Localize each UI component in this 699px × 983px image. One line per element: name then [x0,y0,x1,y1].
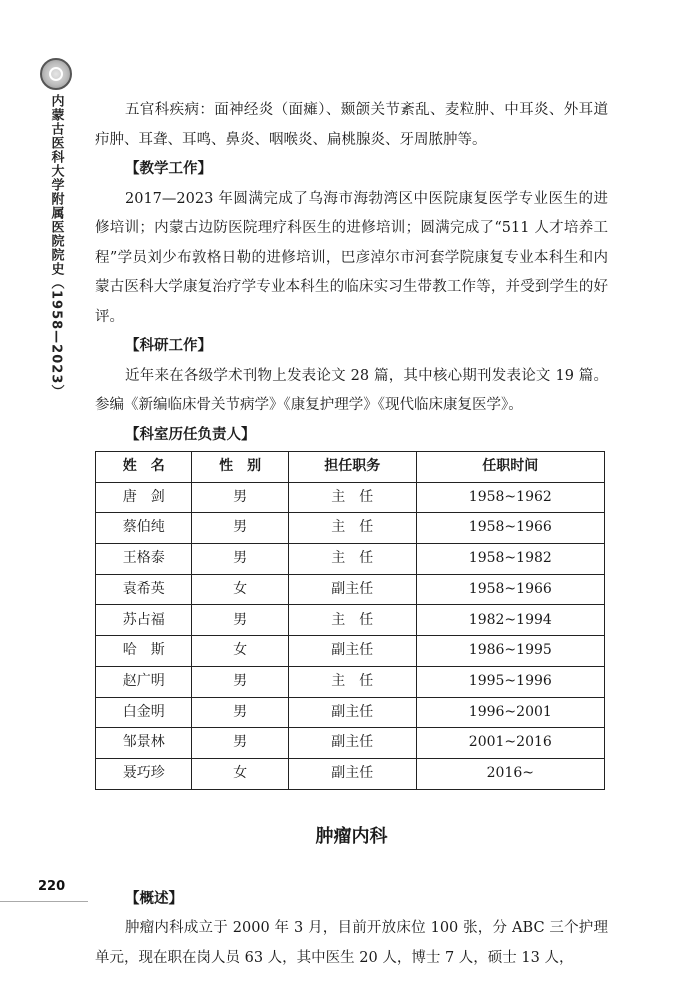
header-term: 任职时间 [416,452,604,483]
table-row [96,574,605,605]
cell-name: 唐 剑 [96,482,192,513]
cell-name: 王格泰 [96,544,192,575]
header-gender: 性 别 [192,452,288,483]
cell-term: 1996~2001 [416,697,604,728]
table-header-row [96,452,605,483]
sidebar [36,58,76,398]
table-row [96,544,605,575]
page-content [95,96,608,973]
book-title-vertical: 内蒙古医科大学附属医院院史（1958—2023） [48,94,64,399]
cell-term: 1958~1982 [416,544,604,575]
cell-name: 袁希英 [96,574,192,605]
cell-gender: 男 [192,666,288,697]
cell-gender: 男 [192,697,288,728]
cell-term: 2001~2016 [416,728,604,759]
table-row [96,513,605,544]
cell-term: 1986~1995 [416,636,604,667]
leaders-table [95,451,605,790]
cell-position: 副主任 [288,697,416,728]
cell-gender: 女 [192,758,288,789]
teaching-heading: 【教学工作】 [125,161,212,177]
table-row [96,758,605,789]
cell-gender: 男 [192,482,288,513]
cell-gender: 女 [192,574,288,605]
research-paragraph: 近年来在各级学术刊物上发表论文 28 篇，其中核心期刊发表论文 19 篇。参编《新编临床骨关节病学》《康复护理学》《现代临床康复医学》。 [95,367,608,413]
cell-position: 主 任 [288,666,416,697]
cell-gender: 男 [192,728,288,759]
cell-position: 副主任 [288,758,416,789]
cell-term: 2016~ [416,758,604,789]
cell-position: 主 任 [288,513,416,544]
overview-paragraph: 肿瘤内科成立于 2000 年 3 月，目前开放床位 100 张，分 ABC 三个护理单元，现在职在岗人员 63 人，其中医生 20 人，博士 7 人，硕士 13 人， [95,920,608,966]
teaching-paragraph: 2017—2023 年圆满完成了乌海市海勃湾区中医院康复医学专业医生的进修培训；内蒙古边防医院理疗科医生的进修培训；圆满完成了“511 人才培养工程”学员刘少布敦格日勒的进修培训，巴彦淖尔市河套学院康复专业本科生和内蒙古医科大学康复治疗学专业本科生的临床实习生带教工作等，并受到学生的好评。 [95,190,608,325]
ent-diseases-paragraph: 五官科疾病：面神经炎（面瘫）、颞颌关节紊乱、麦粒肿、中耳炎、外耳道疖肿、耳聋、耳鸣、鼻炎、咽喉炎、扁桃腺炎、牙周脓肿等。 [95,102,608,148]
university-logo-icon [40,58,72,90]
cell-name: 白金明 [96,697,192,728]
cell-position: 主 任 [288,544,416,575]
table-row [96,728,605,759]
table-row [96,605,605,636]
table-row [96,697,605,728]
cell-term: 1958~1966 [416,574,604,605]
table-row [96,636,605,667]
cell-name: 蔡伯纯 [96,513,192,544]
cell-gender: 男 [192,544,288,575]
cell-term: 1995~1996 [416,666,604,697]
leaders-heading: 【科室历任负责人】 [125,426,256,443]
cell-name: 赵广明 [96,666,192,697]
overview-heading: 【概述】 [125,890,183,907]
cell-name: 哈 斯 [96,636,192,667]
cell-name: 聂巧珍 [96,758,192,789]
cell-position: 副主任 [288,728,416,759]
cell-term: 1958~1962 [416,482,604,513]
header-position: 担任职务 [288,452,416,483]
cell-gender: 男 [192,605,288,636]
cell-term: 1982~1994 [416,605,604,636]
page-number: 220 [38,879,66,894]
footer-rule [0,901,88,902]
header-name: 姓 名 [96,452,192,483]
cell-position: 主 任 [288,482,416,513]
table-row [96,666,605,697]
cell-name: 苏占福 [96,605,192,636]
table-row [96,482,605,513]
cell-position: 副主任 [288,636,416,667]
cell-position: 主 任 [288,605,416,636]
cell-gender: 女 [192,636,288,667]
cell-term: 1958~1966 [416,513,604,544]
research-heading: 【科研工作】 [125,338,212,354]
section-title-oncology: 肿瘤内科 [315,825,388,847]
cell-gender: 男 [192,513,288,544]
cell-position: 副主任 [288,574,416,605]
cell-name: 邹景林 [96,728,192,759]
